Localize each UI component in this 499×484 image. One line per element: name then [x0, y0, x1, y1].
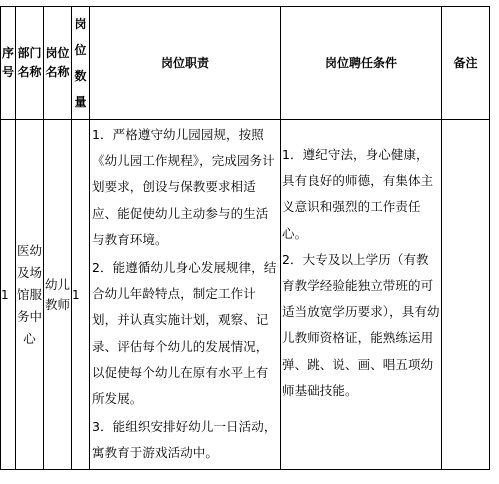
cell-remarks [442, 120, 490, 470]
table-row [1, 120, 490, 470]
header-remarks: 备注 [442, 7, 490, 120]
header-position: 岗位 名称 [44, 7, 72, 120]
cell-count: 1 [72, 120, 90, 470]
duty-item-3: 3．能组织安排好幼儿一日活动，寓教育于游戏活动中。 [92, 419, 277, 461]
cell-position: 幼儿 教师 [44, 120, 72, 470]
table-header-row [1, 7, 490, 120]
header-department: 部门 名称 [16, 7, 44, 120]
condition-item-1: 1．遵纪守法，身心健康，具有良好的师德，有集体主义意识和强烈的工作责任心。 [282, 147, 434, 241]
duty-item-2: 2．能遵循幼儿身心发展规律，结合幼儿年龄特点，制定工作计划，并认真实施计划，观察、记录、评估每个幼儿的发展情况，以促使每个幼儿在原有水平上有所发展。 [92, 260, 277, 407]
header-duties: 岗位职责 [90, 7, 281, 120]
cell-serial: 1 [1, 120, 16, 470]
condition-item-2: 2．大专及以上学历（有教育教学经验能独立带班的可适当放宽学历要求），具有幼儿教师资格证，能熟练运用弹、跳、说、画、唱五项幼师基础技能。 [282, 251, 440, 398]
recruitment-table [0, 6, 490, 470]
cell-conditions [281, 120, 442, 470]
header-count: 岗 位 数 量 [72, 7, 90, 120]
cell-department: 医幼 及场 馆服 务中 心 [16, 120, 44, 470]
header-serial: 序 号 [1, 7, 16, 120]
header-conditions: 岗位聘任条件 [281, 7, 442, 120]
duty-item-1: 1．严格遵守幼儿园园规，按照《幼儿园工作规程》，完成园务计划要求，创设与保教要求相适应、能促使幼儿主动参与的生活与教育环境。 [92, 127, 275, 247]
cell-duties [90, 120, 281, 470]
